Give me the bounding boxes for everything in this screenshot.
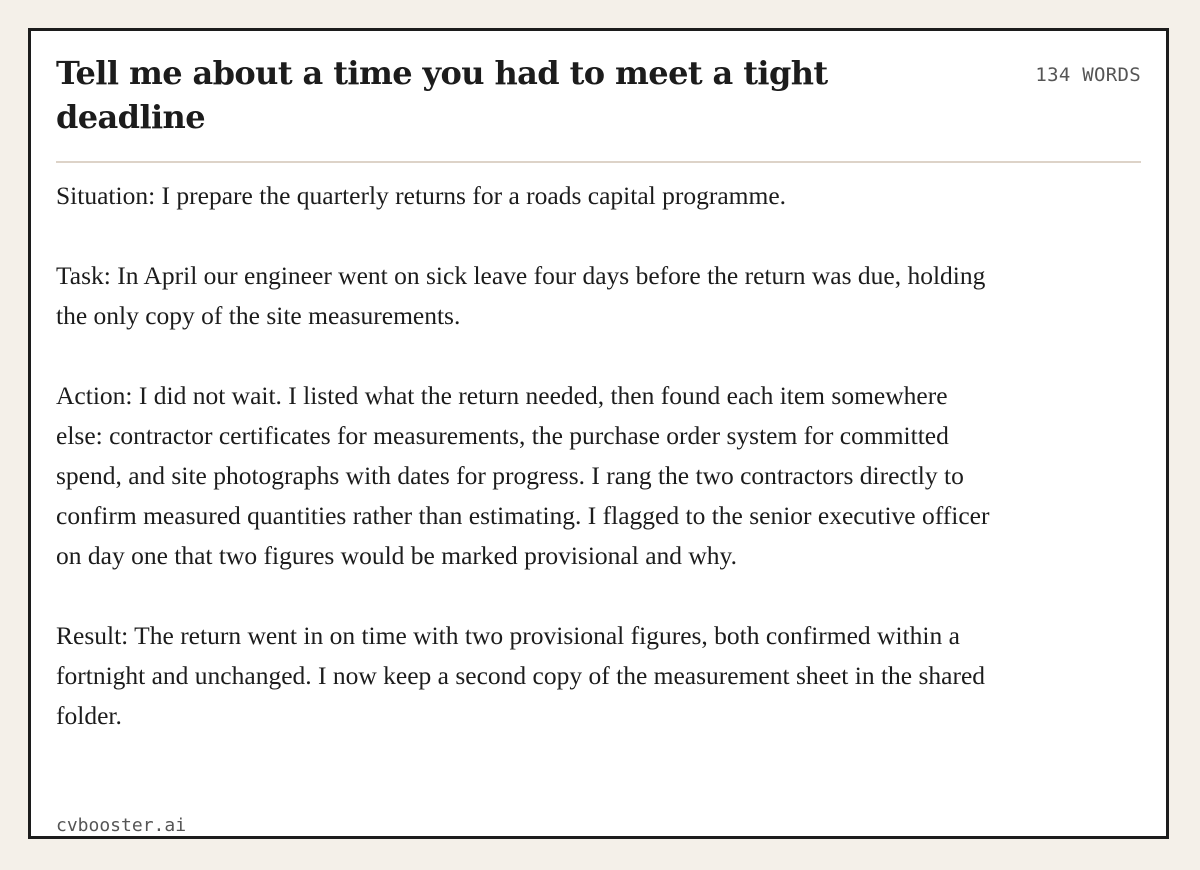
card-header [56,51,1141,163]
task-paragraph: Task: In April our engineer went on sick leave four days before the return was due, holding the only copy of the site measurements. [56,261,986,330]
situation-paragraph: Situation: I prepare the quarterly returns for a roads capital programme. [56,181,787,210]
question-title: Tell me about a time you had to meet a tight deadline [56,54,828,136]
answer-card [28,28,1169,839]
action-paragraph: Action: I did not wait. I listed what the return needed, then found each item somewhere else: contractor certificates for measurements, the purchase order system for committed spend, and site photographs with dates for progress. I rang the two contractors directly to confirm measured quantities rather than estimating. I flagged to the senior executive officer on day one that two figures would be marked provisional and why. [56,381,990,570]
answer-body [56,176,996,776]
word-count: 134 WORDS [1035,64,1141,86]
result-paragraph: Result: The return went in on time with two provisional figures, both confirmed within a fortnight and unchanged. I now keep a second copy of the measurement sheet in the shared folder. [56,621,986,730]
brand-footer: cvbooster.ai [56,815,187,836]
